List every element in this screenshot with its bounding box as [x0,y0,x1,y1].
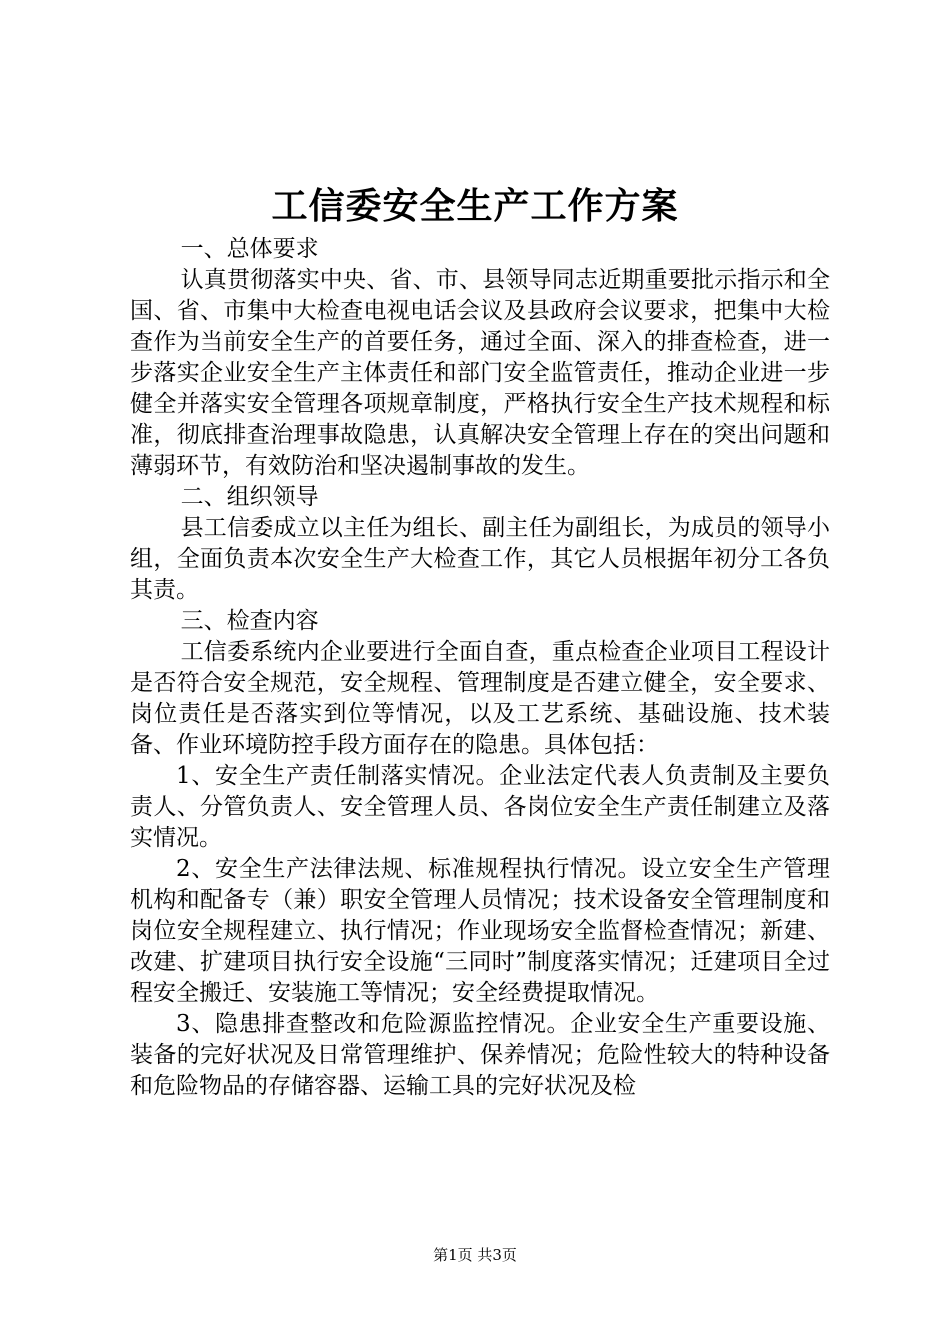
section-heading-2: 二、组织领导 [180,484,319,510]
list-item-3: 3、隐患排查整改和危险源监控情况。企业安全生产重要设施、装备的完好状况及日常管理维护、保养情况；危险性较大的特种设备和危险物品的存储容器、运输工具的完好状况及检 [130,1011,830,1099]
section-heading-1: 一、总体要求 [180,236,319,262]
list-item-2: 2、安全生产法律法规、标准规程执行情况。设立安全生产管理机构和配备专（兼）职安全管理人员情况；技术设备安全管理制度和岗位安全规程建立、执行情况；作业现场安全监督检查情况；新建、改建、扩建项目执行安全设施“三同时”制度落实情况；迁建项目全过程安全搬迁、安装施工等情况；安全经费提取情况。 [130,856,830,1006]
page-number-footer: 第1页 共3页 [433,1246,517,1264]
section-heading-3: 三、检查内容 [180,608,319,634]
paragraph-inspection-content: 工信委系统内企业要进行全面自查，重点检查企业项目工程设计是否符合安全规范，安全规程、管理制度是否建立健全，安全要求、岗位责任是否落实到位等情况，以及工艺系统、基础设施、技术装备、作业环境防控手段方面存在的隐患。具体包括： [130,639,830,758]
document-body [130,234,830,1102]
paragraph-organization: 县工信委成立以主任为组长、副主任为副组长，为成员的领导小组，全面负责本次安全生产大检查工作，其它人员根据年初分工各负其责。 [130,515,830,603]
paragraph-general-requirements: 认真贯彻落实中央、省、市、县领导同志近期重要批示指示和全国、省、市集中大检查电视电话会议及县政府会议要求，把集中大检查作为当前安全生产的首要任务，通过全面、深入的排查检查，进一步落实企业安全生产主体责任和部门安全监管责任，推动企业进一步健全并落实安全管理各项规章制度，严格执行安全生产技术规程和标准，彻底排查治理事故隐患，认真解决安全管理上存在的突出问题和薄弱环节，有效防治和坚决遏制事故的发生。 [130,267,830,479]
document-title: 工信委安全生产工作方案 [271,185,679,227]
list-item-1: 1、安全生产责任制落实情况。企业法定代表人负责制及主要负责人、分管负责人、安全管理人员、各岗位安全生产责任制建立及落实情况。 [130,763,830,851]
